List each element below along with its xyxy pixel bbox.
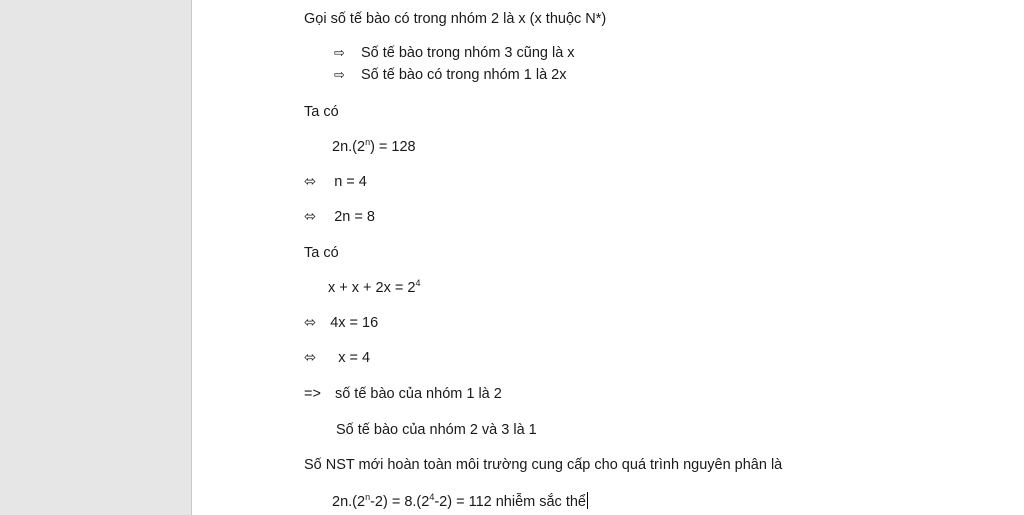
doc-line-13 [336, 421, 537, 439]
text-l7: 2n = 8 [334, 209, 375, 225]
doc-line-5 [332, 138, 416, 156]
arrow-bullet-icon: ⇨ [334, 67, 345, 82]
iff-symbol-icon: ⬄ [304, 209, 317, 225]
doc-line-3 [334, 66, 567, 84]
text-l1: Gọi số tế bào có trong nhóm 2 là x (x thuộc N*) [304, 11, 607, 27]
iff-symbol-icon: ⬄ [304, 350, 317, 366]
doc-line-9 [328, 279, 420, 297]
text-l5b: ) = 128 [370, 139, 416, 155]
text-l10: 4x = 16 [330, 315, 379, 331]
text-l13: Số tế bào của nhóm 2 và 3 là 1 [336, 422, 537, 438]
iff-symbol-icon: ⬄ [304, 315, 317, 331]
text-l15sup1: n [365, 492, 371, 502]
text-cursor [587, 492, 588, 509]
arrow-bullet-icon: ⇨ [334, 45, 345, 60]
text-l2: Số tế bào trong nhóm 3 cũng là x [360, 45, 575, 61]
doc-line-6 [304, 173, 367, 191]
doc-line-7 [304, 208, 375, 226]
doc-line-8 [304, 244, 339, 262]
text-l11: x = 4 [338, 350, 371, 366]
doc-line-14 [304, 456, 782, 474]
doc-line-2 [334, 44, 575, 62]
text-l5sup: n [365, 137, 371, 147]
text-l9a: x + x + 2x = 2 [328, 280, 416, 296]
text-l6: n = 4 [334, 174, 367, 190]
doc-line-4 [304, 103, 339, 121]
text-l12: số tế bào của nhóm 1 là 2 [334, 386, 502, 402]
text-l5a: 2n.(2 [332, 139, 366, 155]
doc-line-10 [304, 314, 378, 332]
text-l15sup2: 4 [429, 492, 435, 502]
doc-line-15 [332, 492, 588, 511]
iff-symbol-icon: ⬄ [304, 174, 317, 190]
left-gutter [0, 0, 192, 515]
text-l8: Ta có [304, 245, 339, 261]
text-l15a: 2n.(2 [332, 494, 366, 510]
doc-line-12 [304, 385, 502, 403]
text-l9sup: 4 [415, 278, 421, 288]
text-l15c: -2) = 112 nhiễm sắc thể [434, 494, 586, 510]
text-l4: Ta có [304, 104, 339, 120]
doc-line-1 [304, 10, 606, 28]
implies-symbol: => [304, 386, 321, 402]
text-l15b: -2) = 8.(2 [370, 494, 430, 510]
text-l3: Số tế bào có trong nhóm 1 là 2x [360, 67, 567, 83]
doc-line-11 [304, 349, 370, 367]
text-l14: Số NST mới hoàn toàn môi trường cung cấp cho quá trình nguyên phân là [304, 457, 783, 473]
document-page[interactable] [192, 0, 1024, 515]
